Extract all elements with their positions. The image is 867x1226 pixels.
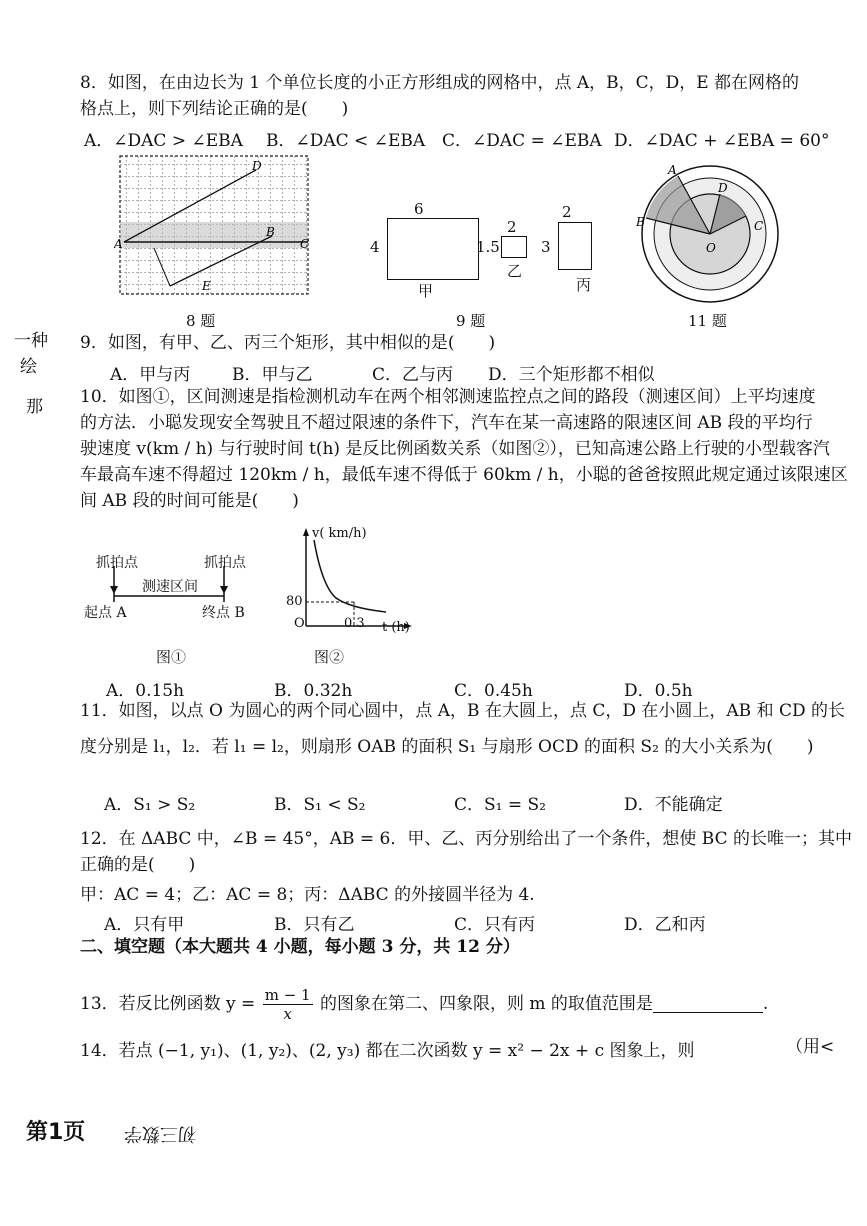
q10-line5: 间 AB 段的时间可能是( ) bbox=[80, 491, 299, 511]
rect-bing-name: 丙 bbox=[576, 276, 592, 294]
q10-fig2-label: 图② bbox=[314, 648, 345, 666]
q10-fig1-start: 起点 A bbox=[84, 605, 127, 621]
footer-subject: 初三数学 bbox=[124, 1123, 196, 1144]
margin-text-3: 那 bbox=[26, 397, 43, 417]
rect-jia-left: 4 bbox=[370, 238, 380, 256]
q10-option-b: B．0.32h bbox=[274, 681, 353, 701]
q11-line2: 度分别是 l₁，l₂．若 l₁ = l₂，则扇形 OAB 的面积 S₁ 与扇形 OCD 的面积 S₂ 的大小关系为( ) bbox=[80, 737, 814, 757]
q11-circle-figure bbox=[636, 160, 786, 310]
q8-stem-line1: 8．如图，在由边长为 1 个单位长度的小正方形组成的网格中，点 A，B，C，D，E 都在网格的 bbox=[80, 73, 800, 93]
q9-option-b: B．甲与乙 bbox=[232, 365, 313, 385]
q8-figure-label: 8 题 bbox=[186, 312, 216, 330]
q10-fig2-x03: 0.3 bbox=[344, 616, 365, 631]
q12-option-b: B．只有乙 bbox=[274, 915, 355, 935]
q12-line1: 12．在 ΔABC 中，∠B = 45°，AB = 6．甲、乙、丙分别给出了一个条件，想使 BC 的长唯一；其中 bbox=[80, 829, 852, 849]
q13-end: . bbox=[762, 994, 769, 1014]
rect-jia-name: 甲 bbox=[418, 282, 434, 300]
q10-line4: 车最高车速不得超过 120km / h，最低车速不得低于 60km / h，小聪的爸爸按照此规定通过该限速区 bbox=[80, 465, 848, 485]
q12-option-d: D．乙和丙 bbox=[624, 915, 706, 935]
q10-fig2-ylabel: v( km/h) bbox=[312, 526, 367, 541]
q9-figure-label: 9 题 bbox=[456, 312, 486, 330]
rect-yi-top: 2 bbox=[507, 218, 517, 236]
q10-fig1-end: 终点 B bbox=[202, 605, 245, 621]
q11-point-c: C bbox=[754, 219, 764, 233]
q11-option-c: C．S₁ = S₂ bbox=[454, 795, 546, 815]
section-2-heading: 二、填空题（本大题共 4 小题，每小题 3 分，共 12 分） bbox=[80, 937, 520, 957]
q11-figure-label: 11 题 bbox=[688, 312, 727, 330]
q13-fraction bbox=[263, 986, 313, 1023]
q12-option-c: C．只有丙 bbox=[454, 915, 536, 935]
q12-line3: 甲：AC = 4；乙：AC = 8；丙：ΔABC 的外接圆半径为 4. bbox=[80, 885, 535, 905]
q9-option-a: A．甲与丙 bbox=[110, 365, 191, 385]
q10-fig1-interval: 测速区间 bbox=[142, 579, 198, 595]
q10-fig2-xlabel: t (h) bbox=[382, 620, 410, 635]
q11-option-b: B．S₁ < S₂ bbox=[274, 795, 366, 815]
q10-line2: 的方法．小聪发现安全驾驶且不超过限速的条件下，汽车在某一高速路的限速区间 AB 段的平均行 bbox=[80, 413, 813, 433]
q10-option-d: D．0.5h bbox=[624, 681, 693, 701]
q8-option-d: D．∠DAC + ∠EBA = 60° bbox=[614, 131, 830, 151]
q8-option-a: A．∠DAC > ∠EBA bbox=[84, 131, 243, 151]
rect-bing-left: 3 bbox=[541, 238, 551, 256]
q14-right-fragment: （用< bbox=[786, 1037, 835, 1057]
q8-stem-line2: 格点上，则下列结论正确的是( ) bbox=[80, 99, 349, 119]
q10-line3: 驶速度 v(km / h) 与行驶时间 t(h) 是反比例函数关系（如图②），已知高速公路上行驶的小型载客汽 bbox=[80, 439, 830, 459]
q14-line: 14．若点 (−1, y₁)、(1, y₂)、(2, y₃) 都在二次函数 y = x² − 2x + c 图象上，则 bbox=[80, 1041, 695, 1061]
q10-option-a: A．0.15h bbox=[106, 681, 185, 701]
q12-option-a: A．只有甲 bbox=[104, 915, 185, 935]
q10-line1: 10．如图①，区间测速是指检测机动车在两个相邻测速监控点之间的路段（测速区间）上平均速度 bbox=[80, 387, 816, 407]
margin-text-2: 绘 bbox=[20, 357, 37, 377]
q11-point-a: A bbox=[668, 163, 677, 177]
rect-bing bbox=[558, 222, 592, 270]
q10-fig2-origin: O bbox=[294, 616, 305, 631]
q13-denominator: x bbox=[283, 1005, 292, 1023]
rect-jia bbox=[387, 218, 479, 280]
q11-line1: 11．如图，以点 O 为圆心的两个同心圆中，点 A，B 在大圆上，点 C，D 在小圆上，AB 和 CD 的长 bbox=[80, 701, 846, 721]
rect-yi-name: 乙 bbox=[507, 262, 523, 280]
q9-option-c: C．乙与丙 bbox=[372, 365, 454, 385]
q8-grid-figure bbox=[114, 152, 314, 300]
rect-bing-top: 2 bbox=[562, 203, 572, 221]
q8-point-b: B bbox=[266, 225, 275, 239]
q13-numerator: m − 1 bbox=[264, 986, 311, 1004]
rect-yi bbox=[501, 236, 527, 258]
q9-option-d: D．三个矩形都不相似 bbox=[488, 365, 655, 385]
q8-option-c: C．∠DAC = ∠EBA bbox=[442, 131, 602, 151]
q10-fig1-capture-right: 抓拍点 bbox=[204, 555, 246, 571]
q13-answer-blank[interactable] bbox=[653, 996, 763, 1013]
q10-option-c: C．0.45h bbox=[454, 681, 533, 701]
q11-option-a: A．S₁ > S₂ bbox=[104, 795, 196, 815]
q10-fig1-capture-left: 抓拍点 bbox=[96, 555, 138, 571]
q11-point-b: B bbox=[636, 215, 645, 229]
q8-point-d: D bbox=[252, 159, 262, 173]
q8-point-e: E bbox=[202, 279, 211, 293]
q13-postfix: 的图象在第二、四象限，则 m 的取值范围是 bbox=[319, 994, 653, 1014]
q8-point-c: C bbox=[300, 237, 310, 251]
q9-stem: 9．如图，有甲、乙、丙三个矩形，其中相似的是( ) bbox=[80, 333, 496, 353]
rect-yi-left: 1.5 bbox=[476, 238, 500, 256]
q10-fig1-label: 图① bbox=[156, 648, 187, 666]
q11-option-d: D．不能确定 bbox=[624, 795, 723, 815]
q11-point-o: O bbox=[706, 241, 716, 255]
footer-page-number: 第1页 bbox=[26, 1120, 86, 1145]
q13-prefix: 13．若反比例函数 y = bbox=[80, 994, 256, 1014]
q11-point-d: D bbox=[718, 181, 728, 195]
q12-line2: 正确的是( ) bbox=[80, 855, 196, 875]
q13-line bbox=[80, 986, 768, 1023]
q8-point-a: A bbox=[114, 237, 123, 251]
q8-option-b: B．∠DAC < ∠EBA bbox=[266, 131, 426, 151]
q10-fig2-y80: 80 bbox=[286, 594, 303, 609]
rect-jia-top: 6 bbox=[414, 200, 424, 218]
margin-text-1: 一种 bbox=[14, 331, 48, 351]
